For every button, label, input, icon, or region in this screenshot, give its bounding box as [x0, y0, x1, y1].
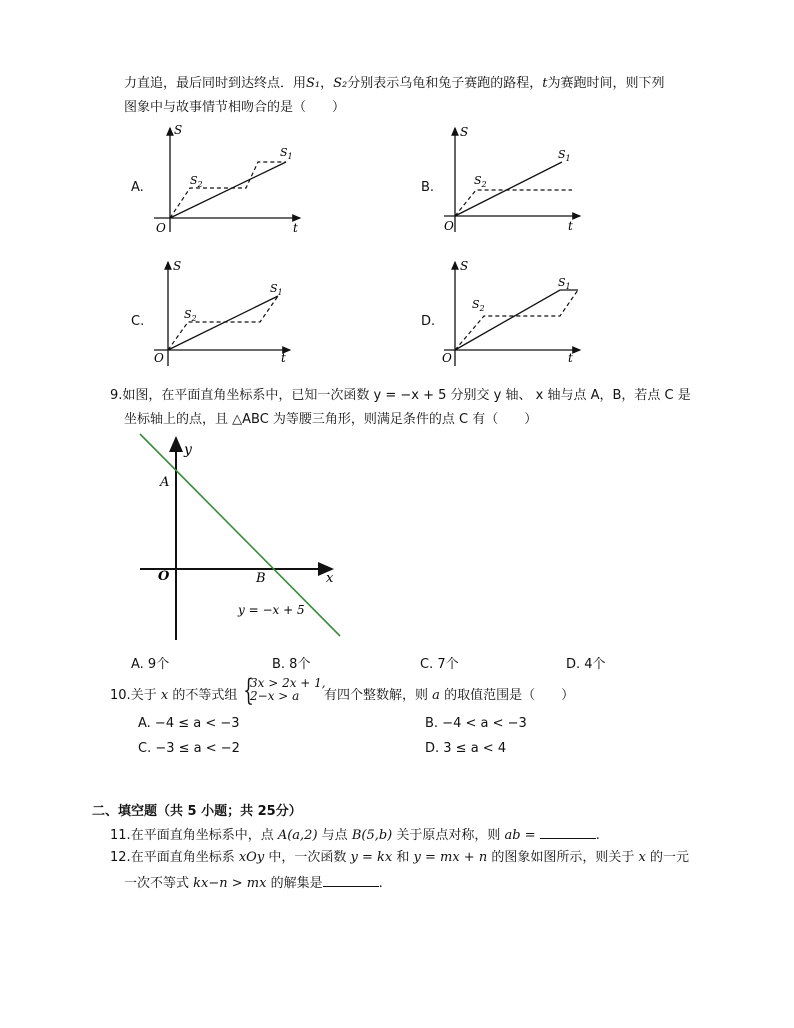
q10-brace: { — [243, 673, 254, 708]
q8-graph-c — [148, 256, 308, 374]
svg-text:S2: $S_2$ — [472, 298, 485, 313]
svg-text:S2: $S_2$ — [184, 308, 197, 323]
q10-option-b: B. −4 < a < −3 — [425, 716, 527, 731]
svg-text:S1: $S_1$ — [558, 276, 571, 291]
q9-stem-line1: 9.如图，在平面直角坐标系中，已知一次函数 y = −x + 5 分别交 y 轴、 x 轴与点 A，B，若点 C 是 — [110, 388, 691, 403]
q9-point-b-label: B — [256, 571, 266, 586]
svg-text:S1: $S_1$ — [280, 146, 293, 161]
q8-option-d-label: D. — [421, 314, 436, 329]
svg-text:S: S — [460, 259, 469, 273]
q8-graph-d — [438, 256, 598, 374]
q9-point-a-label: A — [160, 475, 170, 490]
q10-system: 3x > 2x + 1, 2−x > a — [250, 676, 326, 703]
q9-stem-line2: 坐标轴上的点，且 △ABC 为等腰三角形，则满足条件的点 C 有（ ） — [124, 412, 538, 427]
svg-text:S2: $S_2$ — [190, 174, 203, 189]
svg-text:S2: $S_2$ — [474, 174, 487, 189]
q9-option-c: C. 7个 — [420, 657, 459, 672]
svg-text:O: O — [444, 219, 454, 233]
svg-text:S1: $S_1$ — [558, 148, 571, 163]
q9-axis-y-label: y — [184, 442, 192, 458]
svg-text:S: S — [460, 125, 469, 139]
q8-stem-line1: 力直追，最后同时到达终点．用S₁，S₂分别表示乌龟和兔子赛跑的路程，t为赛跑时间，则下列 — [124, 76, 665, 91]
q9-option-b: B. 8个 — [272, 657, 311, 672]
q8-graph-a — [148, 122, 308, 240]
series-s1-line — [170, 162, 286, 218]
q11-answer-blank[interactable] — [540, 826, 596, 839]
q8-graph-b — [438, 122, 598, 240]
q12-answer-blank[interactable] — [323, 874, 379, 887]
svg-text:S: S — [173, 259, 182, 273]
svg-text:S1: $S_1$ — [270, 282, 283, 297]
q10-stem-end: 有四个整数解，则 a 的取值范围是（ ） — [324, 688, 575, 703]
q12-stem-line1: 12.在平面直角坐标系 xOy 中，一次函数 y = kx 和 y = mx + n 的图象如图所示，则关于 x 的一元 — [110, 850, 689, 865]
q10-option-d: D. 3 ≤ a < 4 — [425, 741, 507, 756]
q11-stem: 11.在平面直角坐标系中，点 A(a,2) 与点 B(5,b) 关于原点对称，则 ab = . — [110, 828, 600, 843]
q8-stem-line2: 图象中与故事情节相吻合的是（ ） — [124, 100, 346, 115]
q9-origin-label: O — [158, 569, 170, 584]
svg-text:t: t — [281, 351, 286, 365]
q9-axis-x-label: x — [326, 571, 334, 586]
q10-stem-start: 10.关于 x 的不等式组 — [110, 688, 238, 703]
axis-t-label: t — [293, 221, 298, 235]
q8-option-c-label: C. — [131, 314, 145, 329]
axis-s-label: S — [174, 123, 183, 137]
q12-stem-line2: 一次不等式 kx−n > mx 的解集是 . — [124, 876, 383, 891]
q10-option-c: C. −3 ≤ a < −2 — [138, 741, 240, 756]
svg-text:t: t — [568, 351, 573, 365]
q9-option-a: A. 9个 — [131, 657, 170, 672]
svg-text:O: O — [442, 351, 452, 365]
q9-line-label: y = −x + 5 — [238, 603, 305, 617]
origin-label: O — [156, 221, 166, 235]
q10-option-a: A. −4 ≤ a < −3 — [138, 716, 240, 731]
q9-option-d: D. 4个 — [566, 657, 606, 672]
section-fill-in-title: 二、填空题（共 5 小题；共 25分） — [92, 804, 302, 819]
svg-text:t: t — [568, 219, 573, 233]
q8-option-b-label: B. — [421, 180, 435, 195]
q8-option-a-label: A. — [131, 180, 144, 195]
q9-graph — [136, 432, 352, 644]
svg-text:O: O — [154, 351, 164, 365]
